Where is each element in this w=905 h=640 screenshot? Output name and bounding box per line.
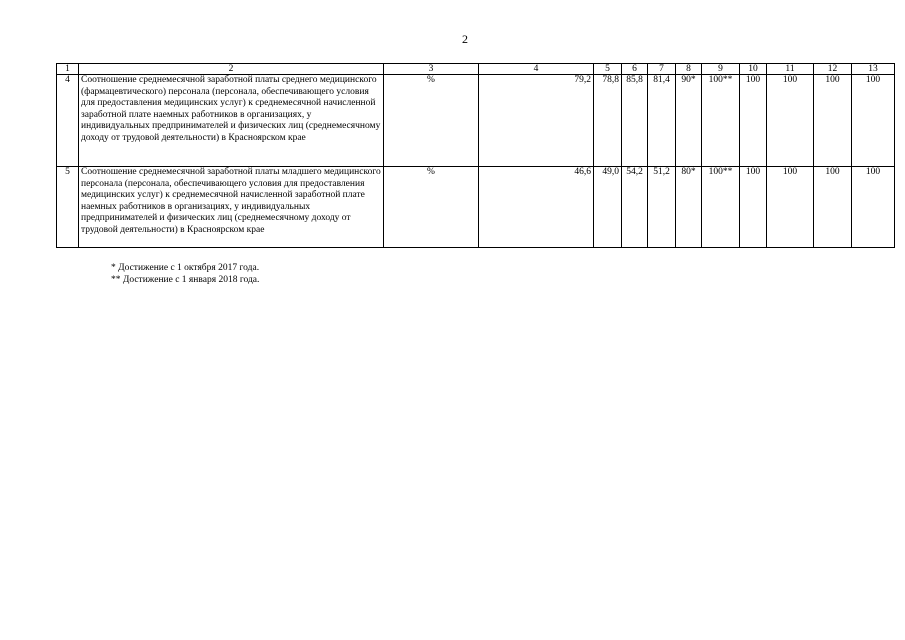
value-cell: 80* (676, 167, 702, 248)
column-number: 13 (852, 64, 895, 75)
table-row (57, 167, 895, 248)
value-cell: 79,2 (479, 75, 594, 167)
value-cell: 78,8 (594, 75, 622, 167)
value-cell: 85,8 (622, 75, 648, 167)
value-cell: 49,0 (594, 167, 622, 248)
value-cell: 81,4 (648, 75, 676, 167)
column-number: 6 (622, 64, 648, 75)
value-cell: 51,2 (648, 167, 676, 248)
value-cell: 100** (702, 75, 740, 167)
table-header-row (57, 64, 895, 75)
column-number: 11 (767, 64, 814, 75)
indicator-name: Соотношение среднемесячной заработной платы среднего медицинского (фармацевтического) персонала (персонала, обеспечивающего условия для предоставления медицинских услуг) к среднемесячной начисленной заработной плате наемных работников в организациях, у индивидуальных предпринимателей и физических лиц (среднемесячному доходу от трудовой деятельности) в Красноярском крае (79, 75, 384, 167)
value-cell: 100 (852, 167, 895, 248)
row-number: 4 (57, 75, 79, 167)
value-cell: 90* (676, 75, 702, 167)
page-number: 2 (462, 32, 468, 46)
column-number: 1 (57, 64, 79, 75)
footnotes (111, 262, 259, 286)
column-number: 10 (740, 64, 767, 75)
indicators-table (56, 63, 895, 248)
indicator-name: Соотношение среднемесячной заработной платы младшего медицинского персонала (персонала, обеспечивающего условия для предоставления медицинских услуг) к среднемесячной начисленной заработной плате наемных работников в организациях, у индивидуальных предпринимателей и физических лиц (среднемесячному доходу от трудовой деятельности) в Красноярском крае (79, 167, 384, 248)
value-cell: 100 (767, 75, 814, 167)
value-cell: 46,6 (479, 167, 594, 248)
column-number: 8 (676, 64, 702, 75)
unit-cell: % (384, 75, 479, 167)
value-cell: 100** (702, 167, 740, 248)
column-number: 12 (814, 64, 852, 75)
table-row (57, 75, 895, 167)
footnote: ** Достижение с 1 января 2018 года. (111, 275, 260, 285)
footnote: * Достижение с 1 октября 2017 года. (111, 263, 260, 273)
column-number: 5 (594, 64, 622, 75)
value-cell: 54,2 (622, 167, 648, 248)
value-cell: 100 (740, 75, 767, 167)
column-number: 9 (702, 64, 740, 75)
value-cell: 100 (852, 75, 895, 167)
column-number: 4 (479, 64, 594, 75)
column-number: 7 (648, 64, 676, 75)
column-number: 2 (79, 64, 384, 75)
value-cell: 100 (740, 167, 767, 248)
column-number: 3 (384, 64, 479, 75)
value-cell: 100 (767, 167, 814, 248)
row-number: 5 (57, 167, 79, 248)
value-cell: 100 (814, 75, 852, 167)
unit-cell: % (384, 167, 479, 248)
value-cell: 100 (814, 167, 852, 248)
